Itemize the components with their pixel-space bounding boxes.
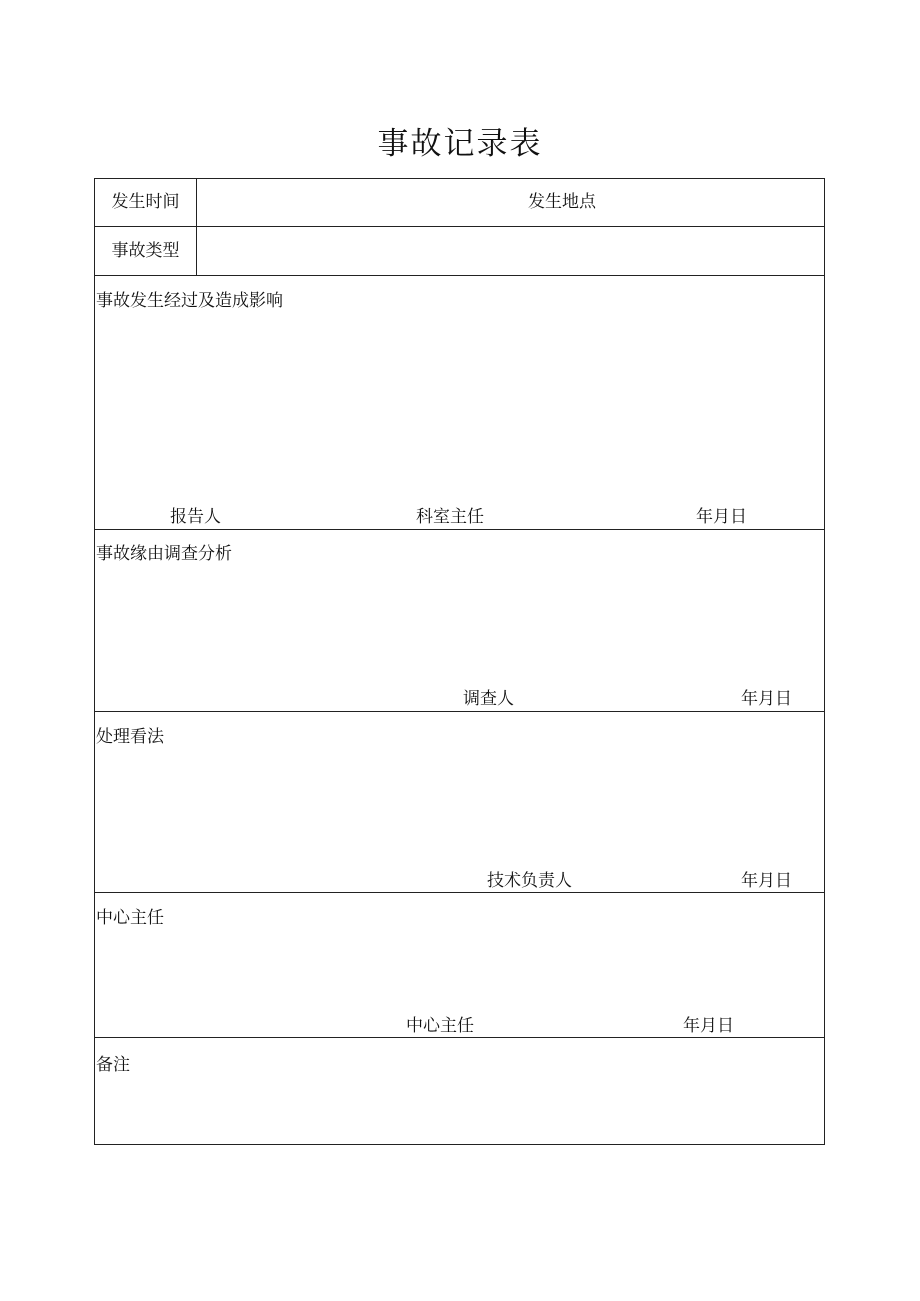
accident-type-label: 事故类型: [111, 241, 180, 261]
section-divider: [95, 892, 824, 893]
process-section-heading: 事故发生经过及造成影响: [96, 291, 283, 311]
tech-lead-label: 技术负责人: [487, 871, 572, 891]
occurrence-time-label: 发生时间: [111, 192, 180, 212]
label-column-divider: [196, 179, 197, 275]
dept-head-label: 科室主任: [416, 507, 484, 527]
handling-section-heading: 处理看法: [96, 727, 164, 747]
handling-date-label: 年月日: [741, 871, 792, 891]
center-date-label: 年月日: [683, 1016, 734, 1036]
process-date-label: 年月日: [696, 507, 747, 527]
accident-record-form: [94, 178, 825, 1145]
investigator-label: 调查人: [463, 689, 514, 709]
section-divider: [95, 711, 824, 712]
center-section-heading: 中心主任: [96, 908, 164, 928]
cause-section-heading: 事故缘由调查分析: [96, 544, 232, 564]
occurrence-place-label: 发生地点: [528, 192, 596, 212]
section-divider: [95, 1037, 824, 1038]
page-title: 事故记录表: [377, 126, 543, 162]
reporter-label: 报告人: [170, 507, 221, 527]
section-divider: [95, 529, 824, 530]
notes-section-heading: 备注: [96, 1055, 130, 1075]
row-divider: [95, 226, 824, 227]
center-director-label: 中心主任: [406, 1016, 474, 1036]
cause-date-label: 年月日: [741, 689, 792, 709]
row-divider: [95, 275, 824, 276]
